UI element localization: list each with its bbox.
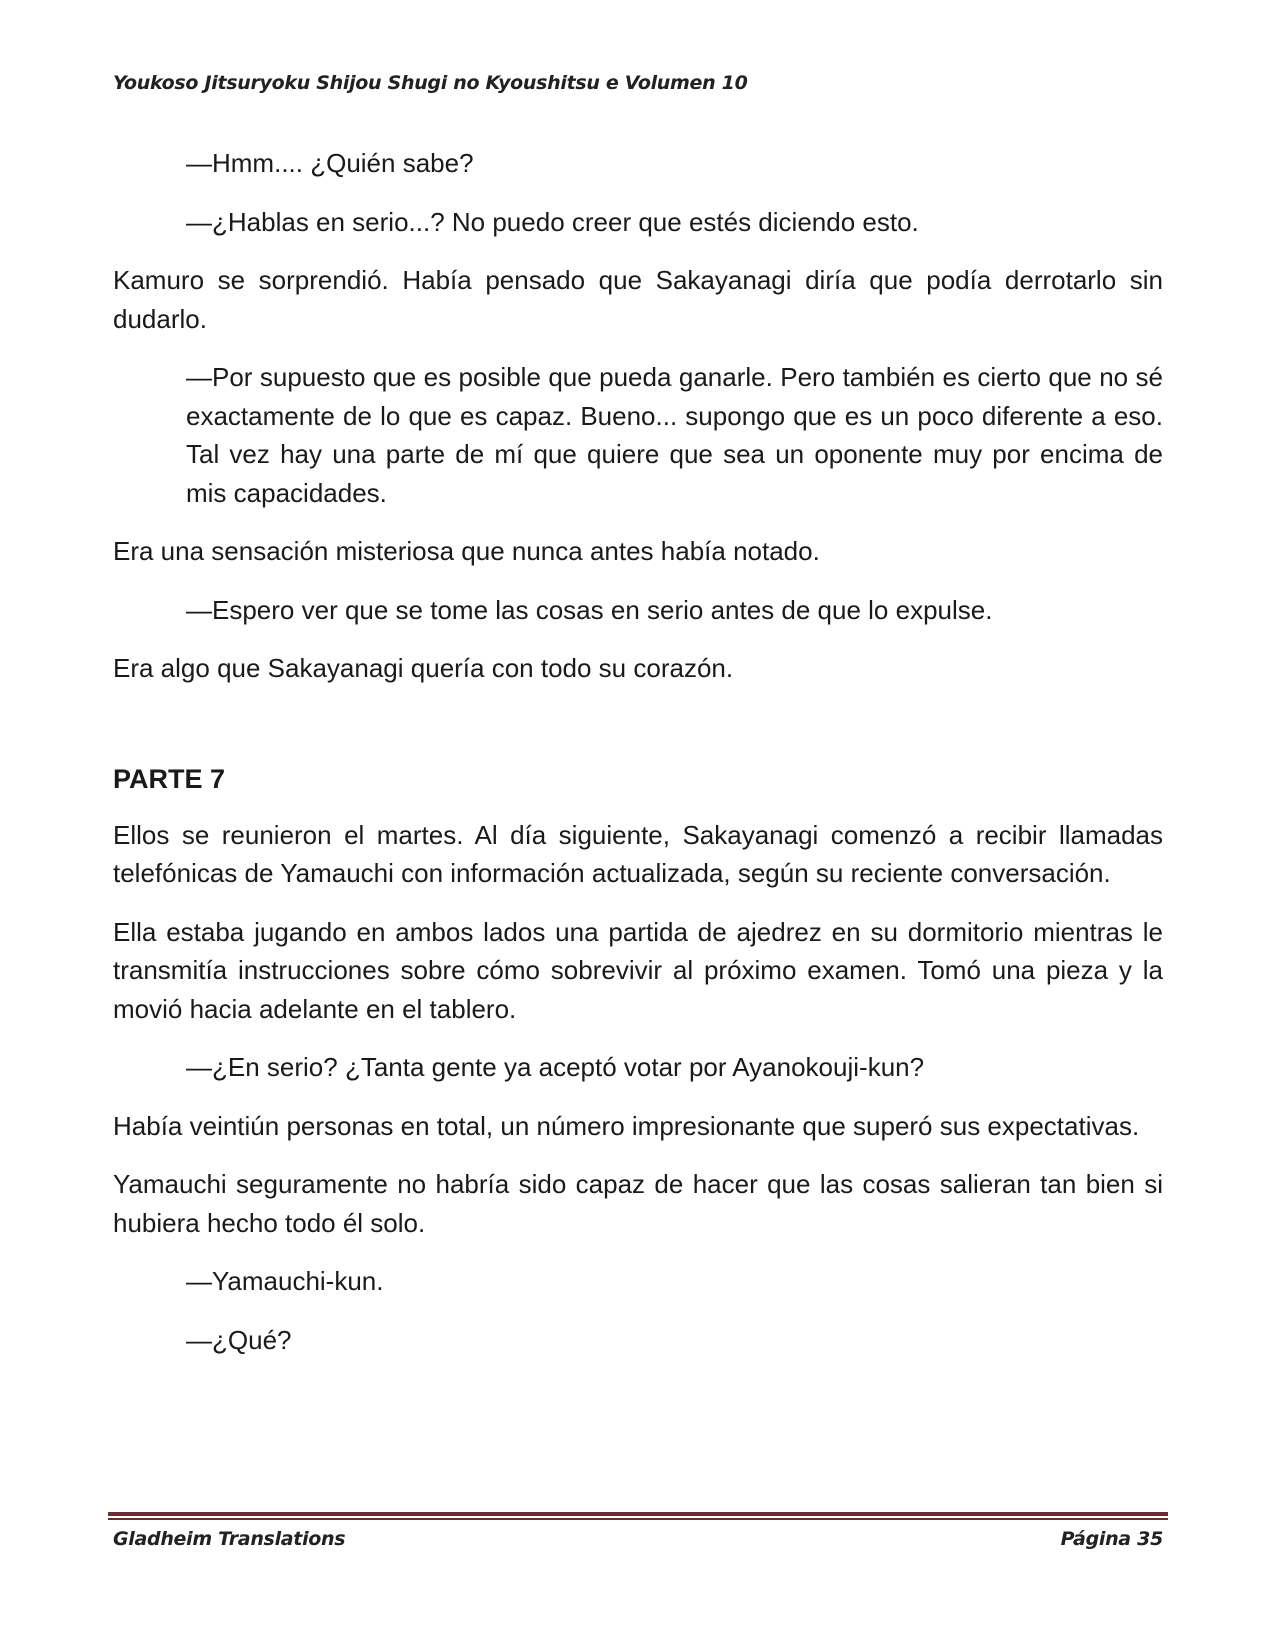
footer-publisher: Gladheim Translations bbox=[113, 1528, 346, 1550]
paragraph-narration: Kamuro se sorprendió. Había pensado que Sakayanagi diría que podía derrotarlo sin dudarlo. bbox=[113, 265, 1163, 334]
footer-page-number: Página 35 bbox=[1060, 1528, 1163, 1550]
paragraph-dialog: —¿Qué? bbox=[186, 1324, 292, 1355]
paragraph-narration: Ellos se reunieron el martes. Al día siguiente, Sakayanagi comenzó a recibir llamadas telefónicas de Yamauchi con información actualizada, según su reciente conversación. bbox=[113, 819, 1163, 888]
running-header: Youkoso Jitsuryoku Shijou Shugi no Kyoushitsu e Volumen 10 bbox=[113, 72, 748, 94]
paragraph-dialog: —Hmm.... ¿Quién sabe? bbox=[186, 148, 474, 178]
footer-rule-thin bbox=[108, 1518, 1168, 1520]
paragraph-dialog: —¿En serio? ¿Tanta gente ya aceptó votar por Ayanokouji-kun? bbox=[186, 1052, 925, 1082]
paragraph-narration: Ella estaba jugando en ambos lados una partida de ajedrez en su dormitorio mientras le transmitía instrucciones sobre cómo sobrevivir al próximo examen. Tomó una pieza y la movió hacia adelante en el tablero. bbox=[113, 916, 1163, 1024]
paragraph-dialog: —Por supuesto que es posible que pueda ganarle. Pero también es cierto que no sé exactamente de lo que es capaz. Bueno... supongo que es un poco diferente a eso. Tal vez hay una parte de mí que quiere que sea un oponente muy por encima de mis capacidades. bbox=[186, 362, 1163, 508]
paragraph-narration: Era una sensación misteriosa que nunca antes había notado. bbox=[113, 536, 820, 566]
paragraph-dialog: —¿Hablas en serio...? No puedo creer que estés diciendo esto. bbox=[186, 206, 919, 237]
paragraph-narration: Había veintiún personas en total, un número impresionante que superó sus expectativas. bbox=[113, 1110, 1140, 1141]
paragraph-narration: Era algo que Sakayanagi quería con todo su corazón. bbox=[113, 653, 734, 683]
paragraph-dialog: —Espero ver que se tome las cosas en serio antes de que lo expulse. bbox=[186, 594, 993, 625]
paragraph-dialog: —Yamauchi-kun. bbox=[186, 1266, 384, 1296]
footer-rule-thick bbox=[108, 1512, 1168, 1516]
section-heading: PARTE 7 bbox=[113, 763, 226, 794]
paragraph-narration: Yamauchi seguramente no habría sido capaz de hacer que las cosas salieran tan bien si hubiera hecho todo él solo. bbox=[113, 1169, 1163, 1238]
page-body bbox=[113, 144, 1163, 1379]
